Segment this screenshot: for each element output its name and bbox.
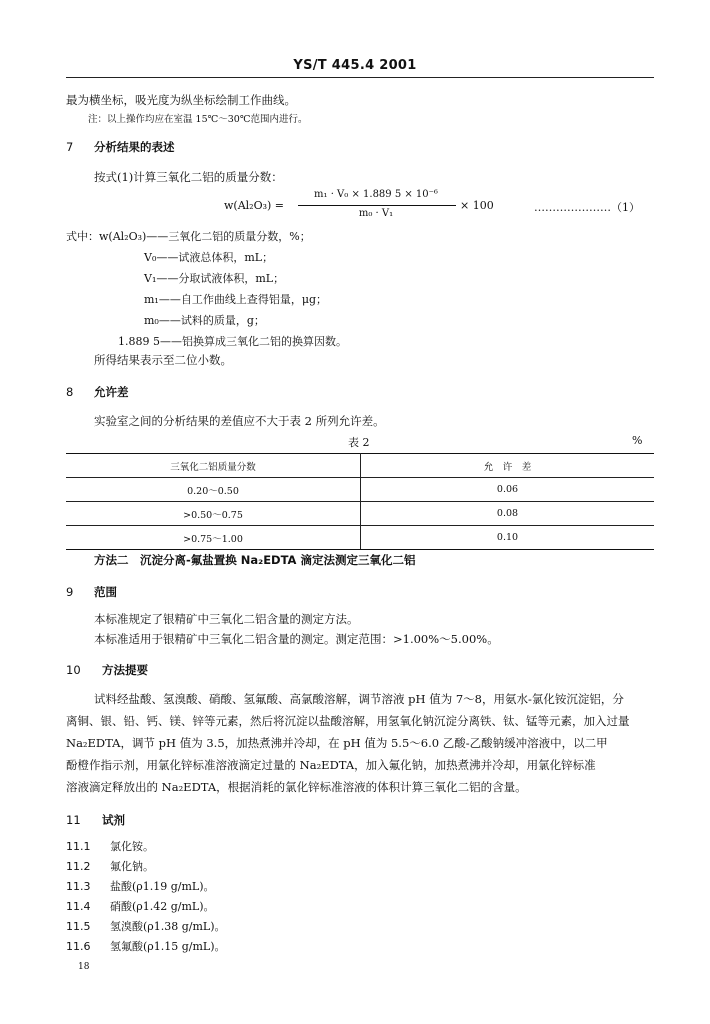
reagent-number: 11.3 xyxy=(66,880,91,893)
formula-denominator: m₀ · V₁ xyxy=(358,208,394,219)
reagent-number: 11.6 xyxy=(66,940,91,953)
section-9-title: 范围 xyxy=(94,585,117,599)
definition-text: 试液总体积，mL； xyxy=(178,251,274,264)
definition-row xyxy=(144,270,284,286)
table-row xyxy=(66,526,654,550)
table-header-cell: 允 许 差 xyxy=(361,454,655,478)
definition-symbol: m₀—— xyxy=(144,314,181,327)
section-10-number: 10 xyxy=(66,663,81,677)
definition-text: 自工作曲线上查得铝量，μg； xyxy=(180,293,328,306)
reagent-item xyxy=(66,858,154,874)
summary-line: 试料经盐酸、氢溴酸、硝酸、氢氟酸、高氯酸溶解，调节溶液 pH 值为 7～8，用氨水-氯化铵沉淀铝，分 xyxy=(94,692,624,706)
reagent-text: 硝酸(ρ1.42 g/mL)。 xyxy=(110,900,215,913)
summary-line: Na₂EDTA，调节 pH 值为 3.5，加热煮沸并冷却，在 pH 值为 5.5～6.0 乙酸-乙酸钠缓冲溶液中，以二甲 xyxy=(66,736,608,750)
definition-row xyxy=(66,228,311,244)
definition-text: 三氧化二铝的质量分数，%； xyxy=(168,230,311,243)
formula-lead: 按式(1)计算三氧化二铝的质量分数： xyxy=(94,170,283,184)
definition-symbol: V₁—— xyxy=(144,272,179,285)
table-cell: 0.20～0.50 xyxy=(66,478,361,502)
table-header-row xyxy=(66,454,654,478)
header-rule xyxy=(66,77,654,78)
reagent-item xyxy=(66,938,226,954)
definition-row xyxy=(144,249,273,265)
formula-numerator: m₁ · V₀ × 1.889 5 × 10⁻⁶ xyxy=(314,189,438,200)
section-10-title: 方法提要 xyxy=(102,663,148,677)
section-11-title: 试剂 xyxy=(102,813,125,827)
section-7-title: 分析结果的表述 xyxy=(94,140,175,154)
table-cell: >0.75～1.00 xyxy=(66,526,361,550)
table-caption: 表 2 xyxy=(348,436,370,449)
reagent-number: 11.2 xyxy=(66,860,91,873)
table-header-cell: 三氧化二铝质量分数 xyxy=(66,454,361,478)
section-11-number: 11 xyxy=(66,813,81,827)
formula-equation-number: …………………（1） xyxy=(534,201,640,214)
section-10-heading xyxy=(66,662,148,678)
page-header: YS/T 445.4 2001 xyxy=(293,58,417,73)
section-8-title: 允许差 xyxy=(94,385,129,399)
section-11-heading xyxy=(66,812,125,828)
table-row xyxy=(66,478,654,502)
table-cell: 0.06 xyxy=(361,478,655,502)
definition-symbol: m₁—— xyxy=(144,293,181,306)
definition-row xyxy=(144,291,327,307)
scope-paragraph: 本标准适用于银精矿中三氧化二铝含量的测定。测定范围：>1.00%～5.00%。 xyxy=(94,632,499,646)
formula-fraction-bar xyxy=(298,205,456,206)
reagent-text: 氯化铵。 xyxy=(110,840,154,853)
section-7-heading xyxy=(66,139,175,155)
formula-lhs: w(Al₂O₃) = xyxy=(224,199,285,212)
definition-symbol: V₀—— xyxy=(144,251,179,264)
table-cell: 0.08 xyxy=(361,502,655,526)
scope-paragraph: 本标准规定了银精矿中三氧化二铝含量的测定方法。 xyxy=(94,612,359,626)
definition-text: 分取试液体积，mL； xyxy=(178,272,285,285)
method-2-title: 沉淀分离-氟盐置换 Na₂EDTA 滴定法测定三氧化二铝 xyxy=(140,553,416,567)
definition-row xyxy=(118,333,347,349)
definition-symbol: 1.889 5—— xyxy=(118,335,182,348)
formula-tail: × 100 xyxy=(460,199,494,212)
section-9-heading xyxy=(66,584,117,600)
definition-text: 铝换算成三氧化二铝的换算因数。 xyxy=(182,335,347,348)
reagent-text: 盐酸(ρ1.19 g/mL)。 xyxy=(110,880,215,893)
reagent-text: 氢氟酸(ρ1.15 g/mL)。 xyxy=(110,940,226,953)
summary-line: 离铜、银、铅、钙、镁、锌等元素，然后将沉淀以盐酸溶解，用氢氧化钠沉淀分离铁、钛、锰等元素，加入过量 xyxy=(66,714,630,728)
page-number: 18 xyxy=(78,962,90,972)
result-precision: 所得结果表示至二位小数。 xyxy=(94,353,232,367)
tolerance-table xyxy=(66,453,654,550)
intro-line: 最为横坐标，吸光度为纵坐标绘制工作曲线。 xyxy=(66,93,296,107)
reagent-number: 11.4 xyxy=(66,900,91,913)
tolerance-text: 实验室之间的分析结果的差值应不大于表 2 所列允许差。 xyxy=(94,414,385,428)
table-cell: >0.50～0.75 xyxy=(66,502,361,526)
reagent-item xyxy=(66,838,154,854)
definition-symbol: 式中：w(Al₂O₃)—— xyxy=(66,230,169,243)
table-cell: 0.10 xyxy=(361,526,655,550)
method-2-heading xyxy=(94,552,415,568)
summary-line: 溶液滴定释放出的 Na₂EDTA，根据消耗的氯化锌标准溶液的体积计算三氧化二铝的含量。 xyxy=(66,780,527,794)
section-8-number: 8 xyxy=(66,385,74,399)
summary-line: 酚橙作指示剂，用氯化锌标准溶液滴定过量的 Na₂EDTA，加入氟化钠，加热煮沸并冷却，用氯化锌标准 xyxy=(66,758,596,772)
reagent-text: 氟化钠。 xyxy=(110,860,154,873)
section-8-heading xyxy=(66,384,129,400)
method-2-label: 方法二 xyxy=(94,553,129,567)
table-unit: % xyxy=(632,434,643,447)
definition-row xyxy=(144,312,265,328)
definition-text: 试料的质量，g； xyxy=(180,314,265,327)
reagent-number: 11.1 xyxy=(66,840,91,853)
reagent-text: 氢溴酸(ρ1.38 g/mL)。 xyxy=(110,920,226,933)
section-7-number: 7 xyxy=(66,140,74,154)
intro-note: 注：以上操作均应在室温 15℃～30℃范围内进行。 xyxy=(88,114,308,125)
reagent-item xyxy=(66,898,215,914)
table-row xyxy=(66,502,654,526)
reagent-item xyxy=(66,878,215,894)
reagent-item xyxy=(66,918,226,934)
reagent-number: 11.5 xyxy=(66,920,91,933)
section-9-number: 9 xyxy=(66,585,74,599)
